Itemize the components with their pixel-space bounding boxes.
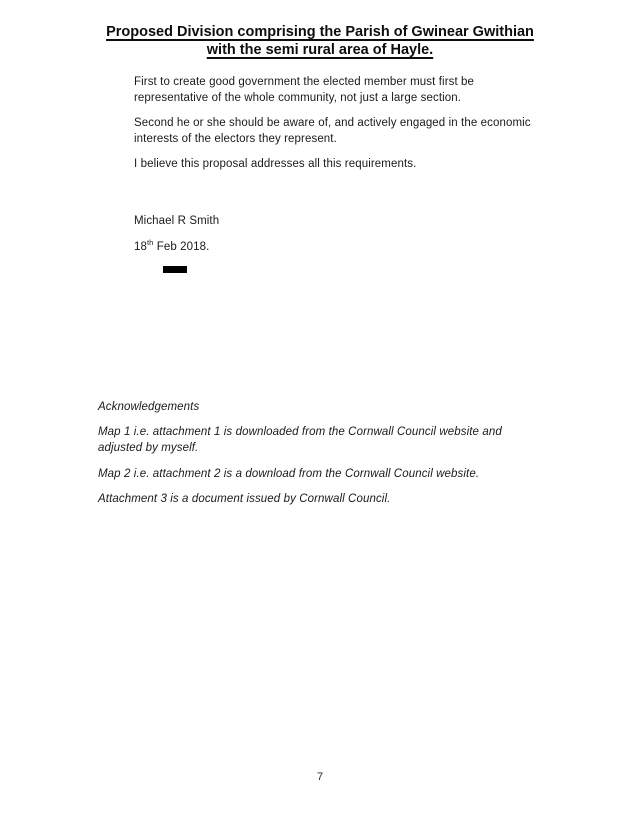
date-rest: Feb 2018. — [153, 241, 210, 253]
paragraph-line: I believe this proposal addresses all this requirements. — [134, 158, 417, 170]
acknowledgement-item-3 — [98, 492, 390, 508]
acknowledgement-line: Attachment 3 is a document issued by Cornwall Council. — [98, 493, 391, 505]
title-line-1 — [0, 23, 640, 41]
acknowledgements-heading: Acknowledgements — [98, 401, 200, 413]
title-line-2 — [0, 41, 640, 59]
paragraph-line: representative of the whole community, not just a large section. — [134, 91, 462, 104]
paragraph-line: interests of the electors they represent. — [134, 132, 337, 145]
body-paragraph-1 — [134, 75, 474, 106]
acknowledgement-line: Map 1 i.e. attachment 1 is downloaded from the Cornwall Council website and — [98, 426, 502, 438]
acknowledgement-item-1 — [98, 425, 502, 456]
body-paragraph-3 — [134, 157, 416, 173]
date-day: 18 — [134, 241, 147, 253]
acknowledgement-line: adjusted by myself. — [98, 441, 199, 454]
body-paragraph-2 — [134, 116, 531, 147]
title-line-2-text: with the semi rural area of Hayle. — [206, 42, 434, 58]
redaction-mark — [163, 266, 187, 273]
paragraph-line: Second he or she should be aware of, and actively engaged in the economic — [134, 117, 531, 129]
document-title — [0, 23, 640, 59]
title-line-1-text: Proposed Division comprising the Parish of Gwinear Gwithian — [106, 24, 534, 40]
page-number: 7 — [316, 771, 324, 783]
signature-date — [134, 240, 209, 256]
signature-name: Michael R Smith — [134, 215, 220, 227]
acknowledgement-line: Map 2 i.e. attachment 2 is a download from the Cornwall Council website. — [98, 468, 480, 480]
date-ordinal: th — [147, 238, 154, 248]
acknowledgement-item-2 — [98, 467, 479, 483]
paragraph-line: First to create good government the elected member must first be — [134, 76, 475, 88]
